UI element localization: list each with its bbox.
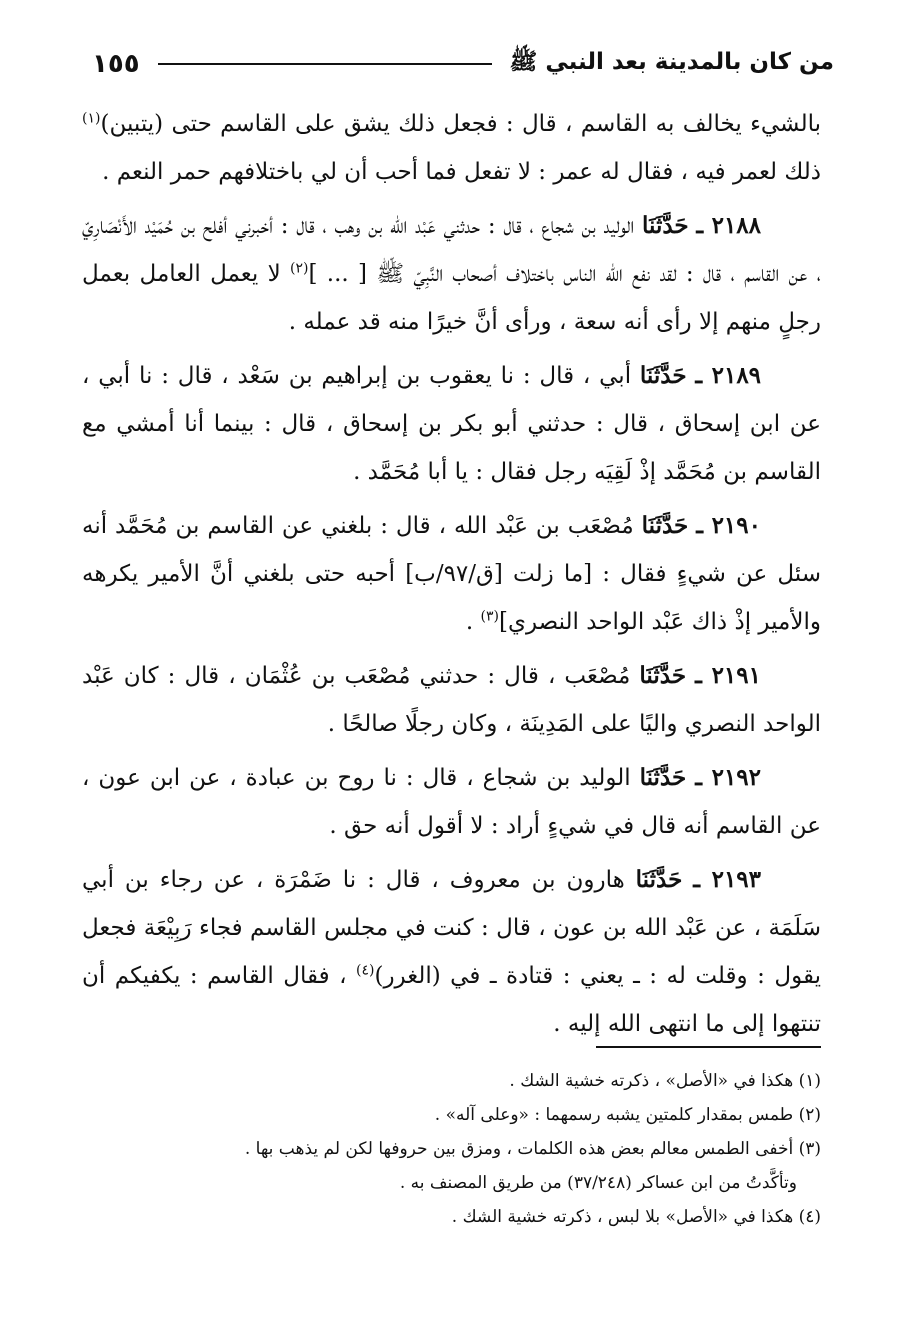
- page-number: ١٥٥: [92, 49, 140, 79]
- footnotes: [82, 1064, 821, 1234]
- footnote-ref-1: (١): [82, 110, 101, 127]
- footnote-3: (٣) أخفى الطمس معالم بعض هذه الكلمات ، ومزق بين حروفها لكن لم يذهب بها .: [244, 1139, 821, 1159]
- hadith-text-b: لا يعمل العامل بعمل رجلٍ منهم إلا رأى أنه سعة ، ورأى أنَّ خيرًا منه قد عمله .: [82, 261, 821, 335]
- hadith-text: أبي ، قال : نا يعقوب بن إبراهيم بن سَعْد ، قال : نا أبي ، عن ابن إسحاق ، قال : حدثني أبو بكر بن إسحاق ، قال : بينما أنا أمشي مع القاسم بن مُحَمَّد إذْ لَقِيَه رجل فقال : يا أبا مُحَمَّد .: [82, 363, 821, 485]
- hadith-number: ٢١٨٩ ـ: [695, 362, 762, 389]
- hadith-2190: [82, 502, 821, 646]
- intro-text-a: بالشيء يخالف به القاسم ، قال : فجعل ذلك يشق على القاسم حتى (يتبين): [100, 111, 821, 137]
- footnote-ref-2: (٢): [290, 260, 309, 277]
- intro-paragraph: [82, 100, 821, 196]
- hadith-number: ٢١٩٢ ـ: [695, 764, 762, 791]
- hadith-text-a: مُصْعَب بن عَبْد الله ، قال : بلغني عن القاسم بن مُحَمَّد أنه سئل عن شيءٍ فقال : [ما زلت [ق/٩٧/ب] أحبه حتى بلغني أنَّ الأمير يكرهه والأمير إذْ ذاك عَبْد الواحد النصري]: [82, 513, 821, 635]
- hadith-text-b: ، فقال القاسم : يكفيكم أن تنتهوا إلى ما انتهى الله إليه .: [82, 963, 821, 1037]
- hadith-number: ٢١٩٣ ـ: [693, 866, 762, 893]
- hadith-2189: [82, 352, 821, 496]
- header-rule: [158, 63, 492, 65]
- hadith-lead-word: حَدَّثَنَا: [641, 512, 689, 539]
- hadith-2193: [82, 856, 821, 1048]
- hadith-lead-word: حَدَّثَنَا: [639, 662, 687, 689]
- footnote-1: (١) هكذا في «الأصل» ، ذكرته خشية الشك .: [509, 1071, 821, 1091]
- running-title: من كان بالمدينة بعد النبي ﷺ: [509, 49, 834, 75]
- hadith-text-a: الوليد بن شجاع ، قال : حدثني عَبْد الله بن وهب ، قال : أخبرني أفلح بن حُمَيْد الأَنْصَارِيّ ، عن القاسم ، قال : لقد نفع الله الناس باختلاف أصحاب النَّبِيّ ﷺ [ ... ]: [82, 213, 821, 287]
- hadith-number: ٢١٨٨ ـ: [696, 212, 762, 239]
- main-text: [82, 100, 821, 1054]
- footnote-separator: [596, 1046, 821, 1048]
- hadith-2188: [82, 202, 821, 346]
- hadith-lead-word: حَدَّثَنَا: [639, 362, 687, 389]
- footnote-4: (٤) هكذا في «الأصل» بلا لبس ، ذكرته خشية الشك .: [451, 1207, 821, 1227]
- hadith-lead-word: حَدَّثَنَا: [639, 764, 687, 791]
- hadith-text-b: .: [465, 609, 474, 635]
- hadith-number: ٢١٩١ ـ: [695, 662, 761, 689]
- hadith-2191: [82, 652, 821, 748]
- hadith-2192: [82, 754, 821, 850]
- page-header: [92, 42, 834, 86]
- footnote-3-continuation: وتأكَّدتُ من ابن عساكر (٣٧/٢٤٨) من طريق المصنف به .: [399, 1173, 797, 1193]
- hadith-text: الوليد بن شجاع ، قال : نا روح بن عبادة ، عن ابن عون ، عن القاسم أنه قال في شيءٍ أراد : لا أقول أنه حق .: [82, 765, 821, 839]
- footnote-ref-3: (٣): [480, 608, 499, 625]
- hadith-lead-word: حَدَّثَنَا: [642, 212, 689, 239]
- hadith-text-a: هارون بن معروف ، قال : نا ضَمْرَة ، عن رجاء بن أبي سَلَمَة ، عن عَبْد الله بن عون ، قال : كنت في مجلس القاسم فجاء رَبِيْعَة فجعل يقول : وقلت له : ـ يعني : قتادة ـ في (الغرر): [82, 867, 821, 989]
- hadith-lead-word: حَدَّثَنَا: [635, 866, 683, 893]
- footnote-ref-4: (٤): [356, 962, 375, 979]
- intro-text-b: ذلك لعمر فيه ، فقال له عمر : لا تفعل فما أحب أن لي باختلافهم حمر النعم .: [102, 159, 821, 185]
- footnote-2: (٢) طمس بمقدار كلمتين يشبه رسمهما : «وعلى آله» .: [434, 1105, 821, 1125]
- hadith-number: ٢١٩٠ ـ: [696, 512, 761, 539]
- hadith-text: مُصْعَب ، قال : حدثني مُصْعَب بن عُثْمَان ، قال : كان عَبْد الواحد النصري واليًا على المَدِينَة ، وكان رجلًا صالحًا .: [82, 663, 821, 737]
